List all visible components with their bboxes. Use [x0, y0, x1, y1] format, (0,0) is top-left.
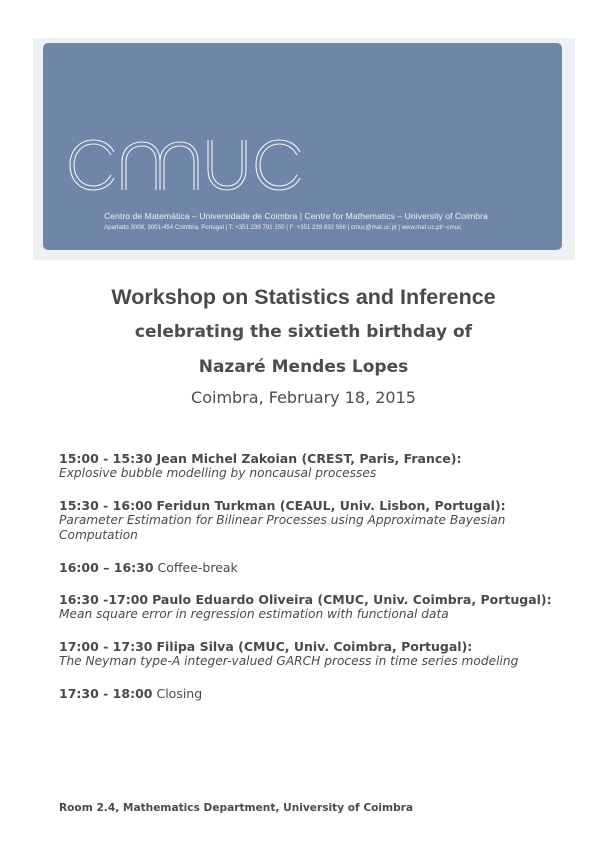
program-item	[59, 451, 559, 481]
subtitle-honoree: Nazaré Mendes Lopes	[198, 357, 409, 377]
item-speaker: Feridun Turkman (CEAUL, Univ. Lisbon, Portugal):	[156, 498, 506, 513]
item-time: 16:30 -17:00	[59, 592, 149, 607]
page-title: Workshop on Statistics and Inference	[111, 285, 496, 309]
contact-line: Apartado 3008, 3001-454 Coimbra, Portugal | T: +351 239 791 150 | F: +351 239 832 568 | cmuc@mat.uc.pt | www.mat.uc.pt/~cmuc	[104, 224, 462, 231]
item-speaker: Filipa Silva (CMUC, Univ. Coimbra, Portugal):	[156, 639, 473, 654]
program-list	[59, 451, 559, 718]
program-item	[59, 560, 559, 575]
program-item	[59, 686, 559, 701]
item-speaker: Jean Michel Zakoian (CREST, Paris, France):	[156, 451, 462, 466]
item-speaker: Paulo Eduardo Oliveira (CMUC, Univ. Coimbra, Portugal):	[152, 592, 552, 607]
item-time: 17:30 - 18:00	[59, 686, 153, 701]
item-time: 15:30 - 16:00	[59, 498, 153, 513]
item-time: 17:00 - 17:30	[59, 639, 153, 654]
item-talk: Explosive bubble modelling by noncausal processes	[59, 466, 377, 480]
item-label: Coffee-break	[157, 560, 238, 575]
item-talk: Mean square error in regression estimation with functional data	[59, 607, 449, 621]
item-talk: The Neyman type-A integer-valued GARCH process in time series modeling	[59, 654, 519, 668]
place-date: Coimbra, February 18, 2015	[191, 388, 416, 407]
cmuc-logo	[56, 118, 316, 208]
item-talk: Parameter Estimation for Bilinear Processes using Approximate Bayesian Computation	[59, 513, 506, 542]
program-item	[59, 592, 559, 622]
item-time: 16:00 – 16:30	[59, 560, 154, 575]
venue-footer: Room 2.4, Mathematics Department, University of Coimbra	[59, 802, 414, 814]
program-item	[59, 498, 559, 543]
item-time: 15:00 - 15:30	[59, 451, 153, 466]
program-item	[59, 639, 559, 669]
item-label: Closing	[156, 686, 203, 701]
institution-line: Centro de Matemática – Universidade de Coimbra | Centre for Mathematics – University of Coimbra	[104, 211, 488, 221]
subtitle-occasion: celebrating the sixtieth birthday of	[134, 322, 473, 342]
